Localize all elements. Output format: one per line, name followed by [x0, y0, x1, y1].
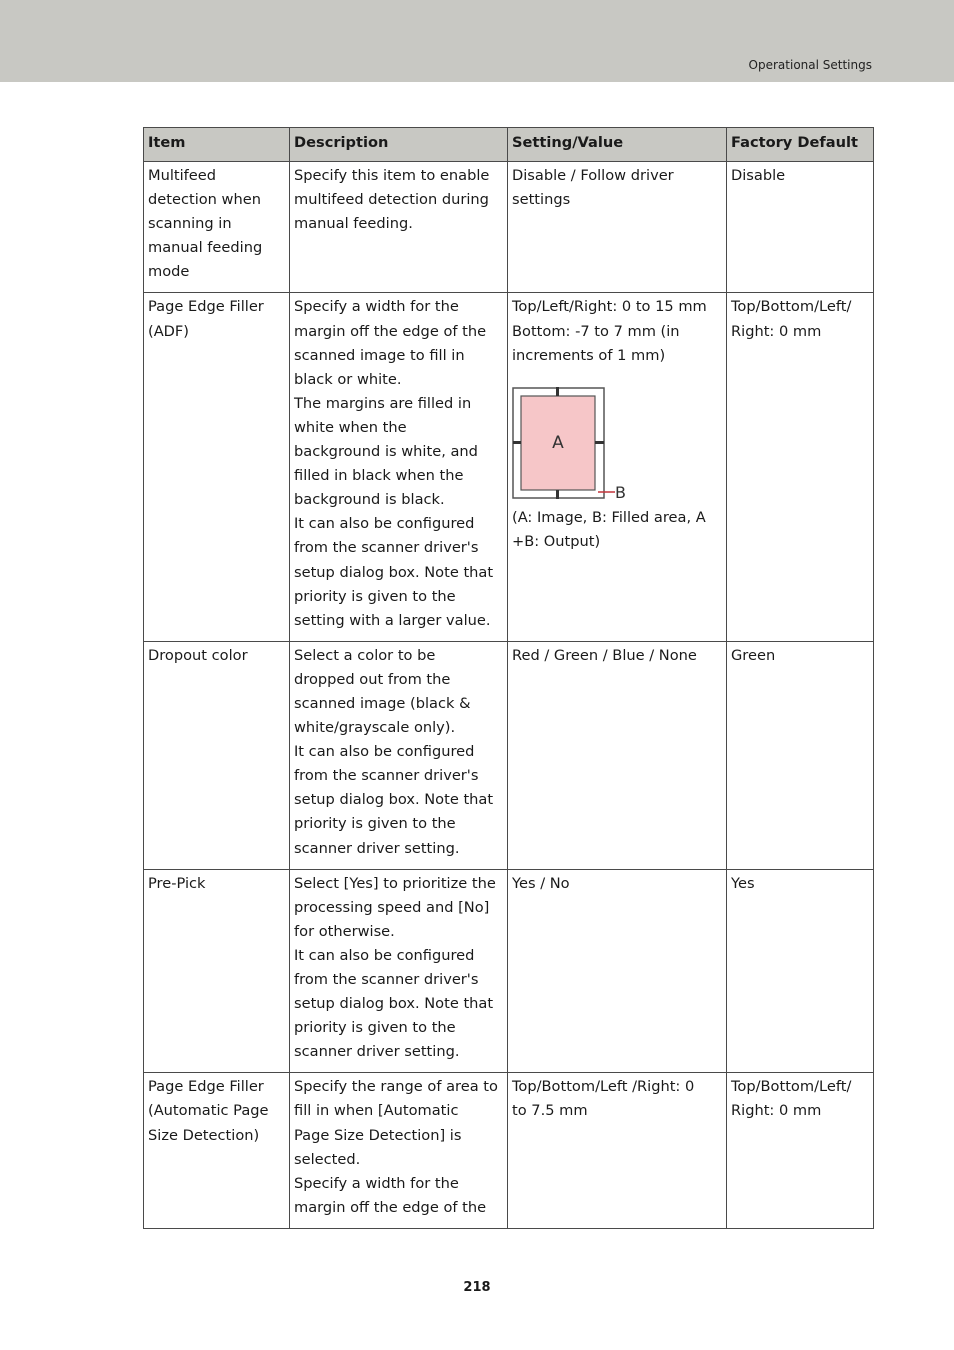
setting-text: Red / Green / Blue / None [512, 646, 697, 664]
description-text: setting with a larger value. [294, 611, 491, 629]
setting-text: Top/Left/Right: 0 to 15 mm [512, 298, 707, 316]
description-text: background is black. [294, 491, 445, 509]
item-text: detection when [148, 191, 261, 209]
setting-text: Yes / No [512, 874, 570, 892]
description-cell [290, 162, 508, 293]
column-header-factory-default: Factory Default [727, 128, 874, 162]
table-row [144, 162, 874, 293]
default-cell [727, 1073, 874, 1229]
description-text: The margins are filled in [294, 394, 472, 412]
item-text: mode [148, 263, 190, 281]
setting-text: increments of 1 mm) [512, 346, 666, 364]
table-row [144, 641, 874, 869]
default-text: Green [731, 646, 776, 664]
description-text: dropped out from the [294, 670, 451, 688]
page-header [0, 0, 954, 82]
setting-text: Top/Bottom/Left /Right: 0 [512, 1078, 695, 1096]
default-text: Right: 0 mm [731, 322, 822, 340]
column-header-item: Item [144, 128, 290, 162]
default-text: Top/Bottom/Left/ [731, 298, 852, 316]
diagram-label-b: B [615, 482, 626, 502]
description-text: Specify the range of area to [294, 1078, 498, 1096]
description-text: margin off the edge of the [294, 1198, 487, 1216]
description-text: setup dialog box. Note that [294, 563, 494, 581]
default-cell [727, 293, 874, 641]
description-text: margin off the edge of the [294, 322, 487, 340]
column-header-setting-value: Setting/Value [508, 128, 727, 162]
description-cell [290, 869, 508, 1073]
settings-table [143, 127, 874, 1229]
description-text: manual feeding. [294, 215, 413, 233]
table-header-row [144, 128, 874, 162]
description-text: scanner driver setting. [294, 1043, 460, 1061]
description-cell [290, 293, 508, 641]
description-text: priority is given to the [294, 815, 456, 833]
setting-cell [508, 641, 727, 869]
default-text: Yes [731, 874, 755, 892]
description-text: It can also be configured [294, 946, 475, 964]
page-number: 218 [463, 1280, 491, 1295]
description-text: Page Size Detection] is [294, 1126, 462, 1144]
item-text: (ADF) [148, 322, 190, 340]
description-text: scanned image (black & [294, 694, 471, 712]
default-text: Right: 0 mm [731, 1102, 822, 1120]
setting-text: Bottom: -7 to 7 mm (in [512, 322, 680, 340]
description-text: Select a color to be [294, 646, 436, 664]
item-cell [144, 1073, 290, 1229]
setting-text: Disable / Follow driver [512, 167, 674, 184]
item-text: Size Detection) [148, 1126, 260, 1144]
setting-cell [508, 162, 727, 293]
description-text: from the scanner driver's [294, 539, 479, 557]
description-text: priority is given to the [294, 587, 456, 605]
description-text: Specify a width for the [294, 298, 459, 316]
item-text: Page Edge Filler [148, 298, 264, 316]
item-text: Pre-Pick [148, 874, 206, 892]
item-text: Dropout color [148, 646, 248, 664]
diagram-label-a: A [552, 432, 564, 453]
description-text: background is white, and [294, 443, 478, 461]
description-text: processing speed and [No] [294, 898, 490, 916]
description-text: black or white. [294, 370, 402, 388]
item-text: manual feeding [148, 239, 263, 257]
description-text: setup dialog box. Note that [294, 791, 494, 809]
setting-text: settings [512, 191, 571, 209]
item-text: scanning in [148, 215, 232, 233]
table-row [144, 869, 874, 1073]
description-text: fill in when [Automatic [294, 1102, 459, 1120]
description-text: Specify a width for the [294, 1174, 459, 1192]
section-title: Operational Settings [748, 58, 872, 72]
table-row [144, 293, 874, 641]
description-text: Specify this item to enable [294, 167, 490, 184]
setting-cell [508, 1073, 727, 1229]
default-text: Disable [731, 167, 786, 184]
item-cell [144, 869, 290, 1073]
setting-text: to 7.5 mm [512, 1102, 588, 1120]
setting-cell [508, 293, 727, 641]
setting-cell [508, 869, 727, 1073]
description-cell [290, 641, 508, 869]
description-text: white/grayscale only). [294, 719, 456, 737]
description-text: It can also be configured [294, 743, 475, 761]
page-edge-filler-diagram [512, 382, 632, 504]
description-text: setup dialog box. Note that [294, 995, 494, 1013]
description-cell [290, 1073, 508, 1229]
item-text: Page Edge Filler [148, 1078, 264, 1096]
item-cell [144, 162, 290, 293]
item-text: (Automatic Page [148, 1102, 269, 1120]
item-cell [144, 641, 290, 869]
description-text: Select [Yes] to prioritize the [294, 874, 496, 892]
description-text: from the scanner driver's [294, 971, 479, 988]
default-cell [727, 162, 874, 293]
item-cell [144, 293, 290, 641]
description-text: scanner driver setting. [294, 839, 460, 857]
description-text: priority is given to the [294, 1019, 456, 1037]
description-text: for otherwise. [294, 922, 395, 940]
description-text: It can also be configured [294, 515, 475, 533]
setting-note: (A: Image, B: Filled area, A [512, 508, 706, 526]
item-text: Multifeed [148, 167, 217, 184]
description-text: white when the [294, 418, 407, 436]
description-text: multifeed detection during [294, 191, 489, 209]
description-text: selected. [294, 1150, 361, 1168]
column-header-description: Description [290, 128, 508, 162]
default-text: Top/Bottom/Left/ [731, 1078, 852, 1096]
description-text: filled in black when the [294, 467, 464, 485]
description-text: scanned image to fill in [294, 346, 465, 364]
default-cell [727, 869, 874, 1073]
setting-note: +B: Output) [512, 532, 601, 550]
default-cell [727, 641, 874, 869]
description-text: from the scanner driver's [294, 767, 479, 785]
table-row [144, 1073, 874, 1229]
